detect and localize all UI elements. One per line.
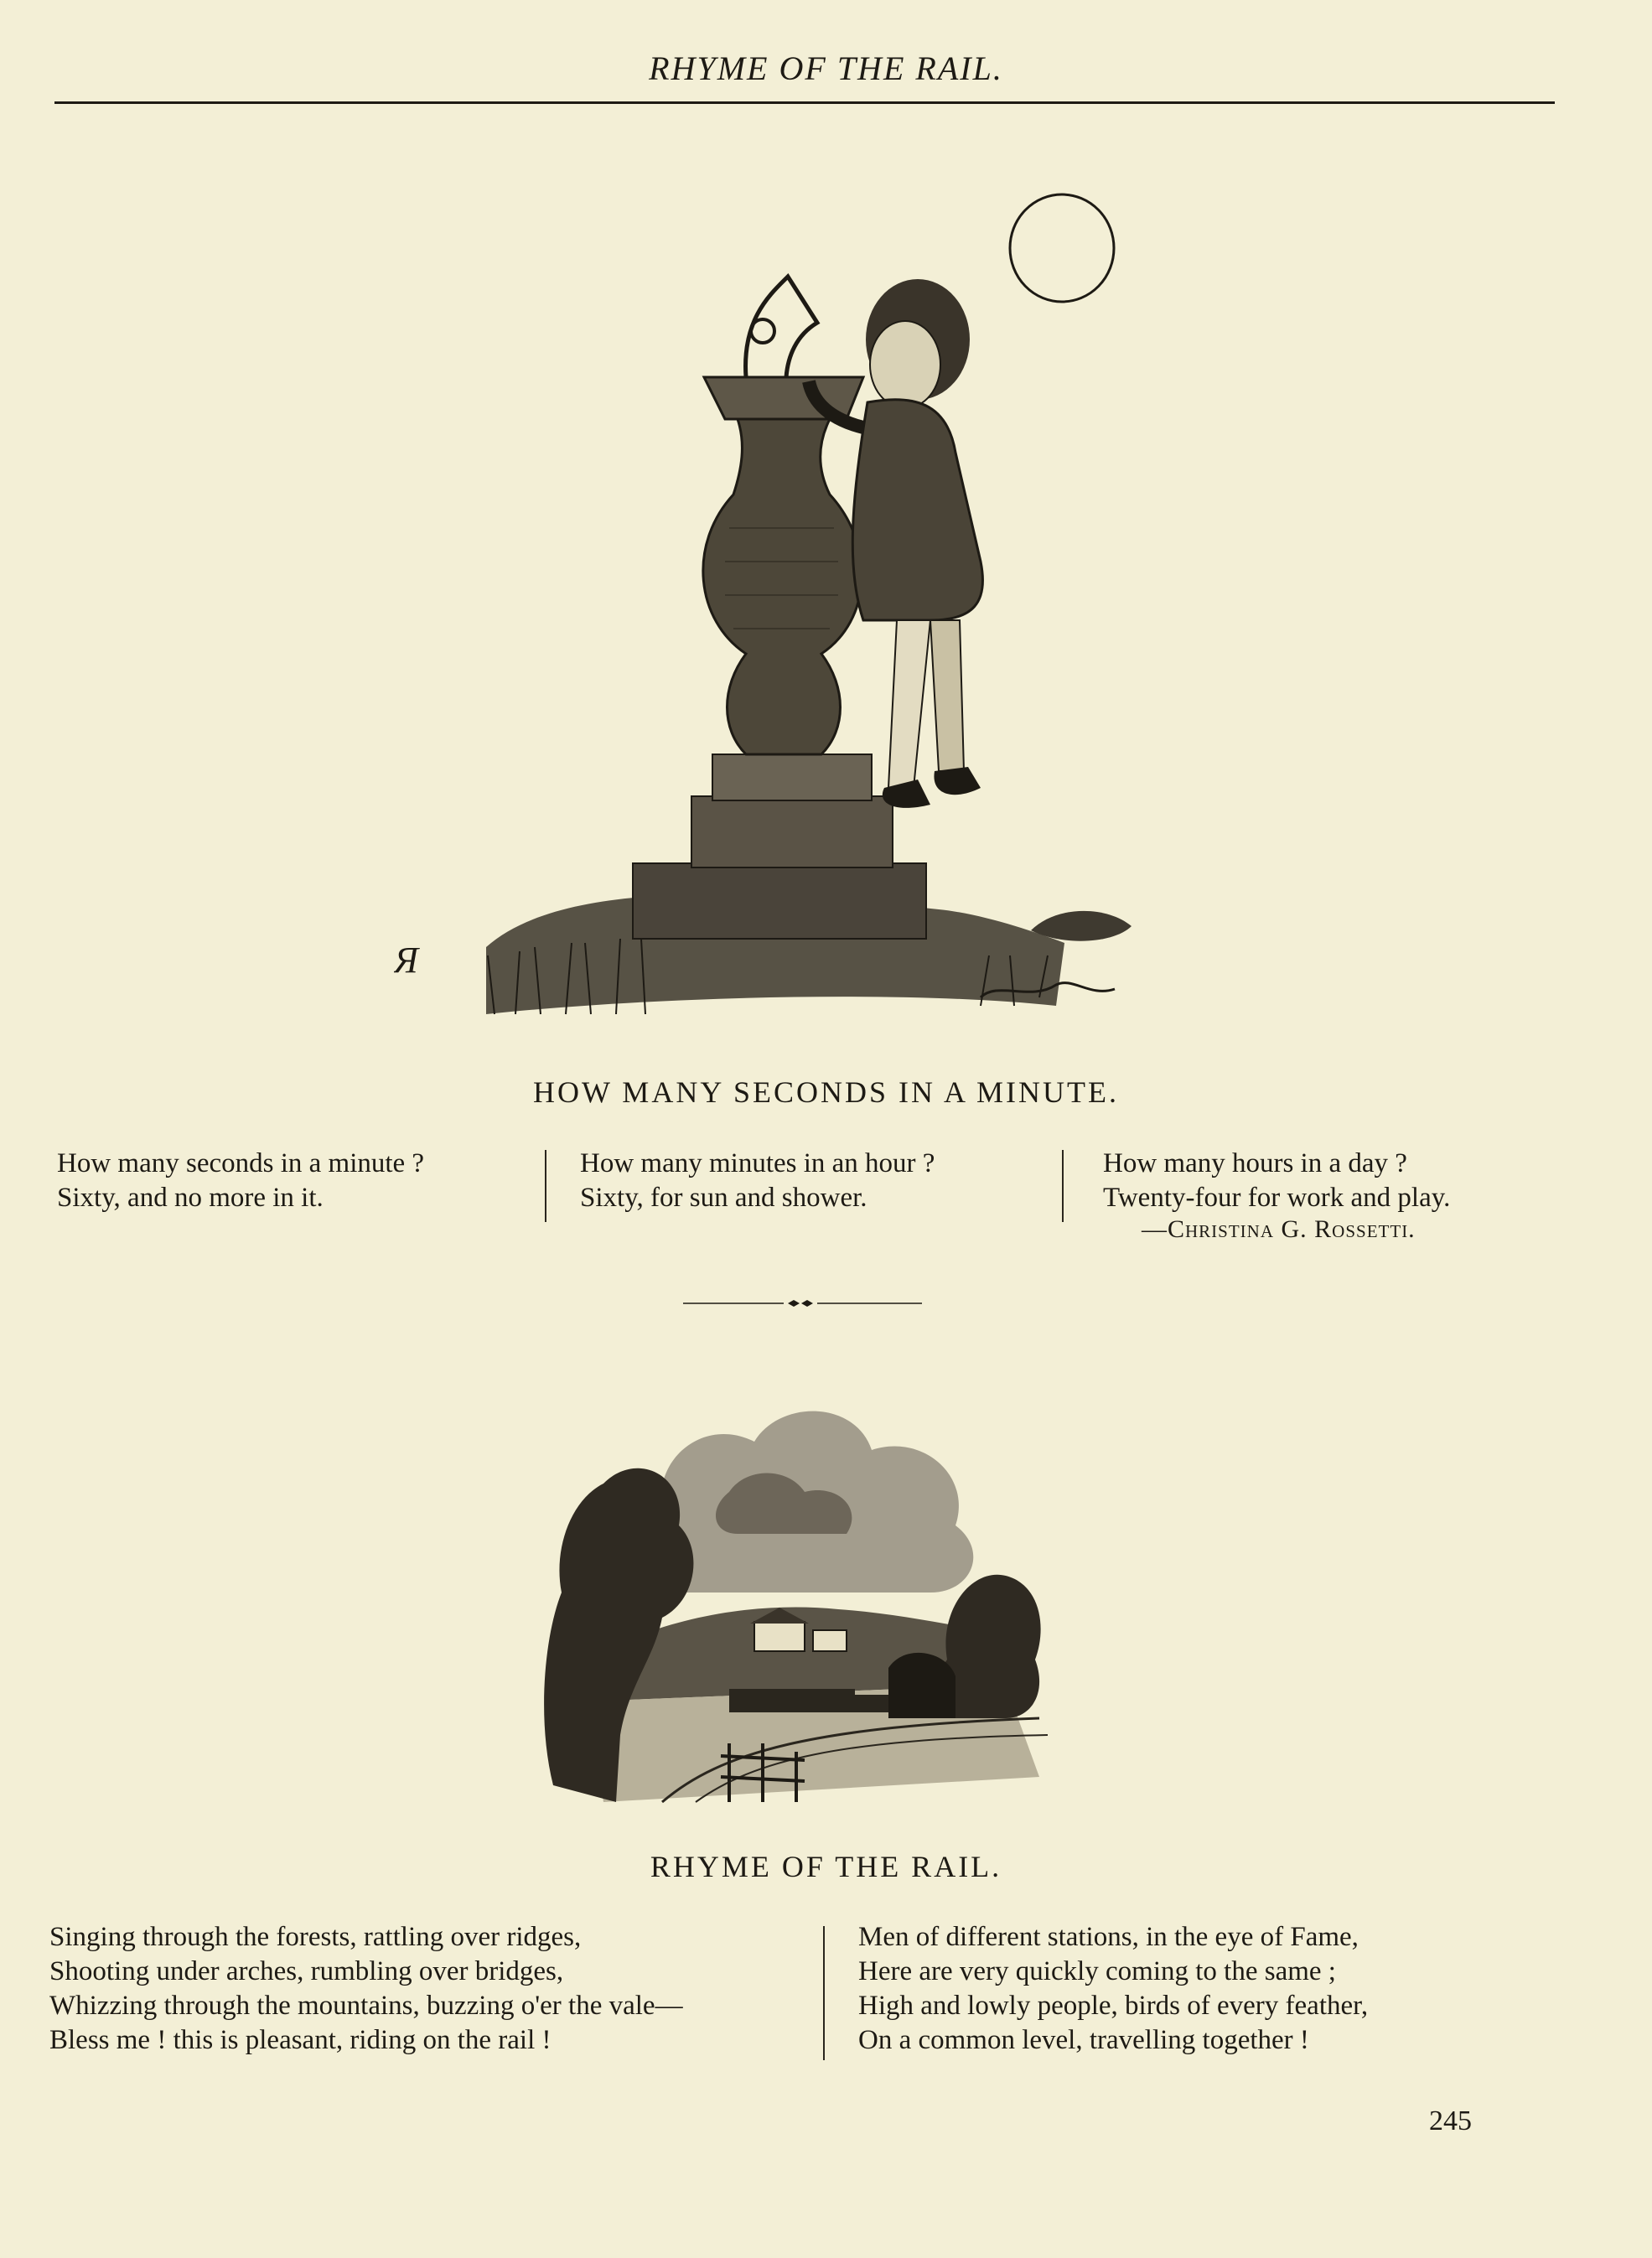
verse-line: On a common level, travelling together !	[858, 2025, 1309, 2055]
verse-line: How many seconds in a minute ?	[57, 1148, 425, 1178]
verse-line: Whizzing through the mountains, buzzing o'er the vale—	[49, 1991, 683, 2021]
verse-line: How many hours in a day ?	[1103, 1148, 1407, 1178]
verse-line: High and lowly people, birds of every feather,	[858, 1991, 1369, 2021]
column-rule	[823, 1926, 825, 2060]
verse-line: Sixty, for sun and shower.	[580, 1183, 867, 1213]
verse-line: Twenty-four for work and play.	[1103, 1183, 1451, 1213]
svg-text:Я: Я	[394, 940, 418, 981]
section-ornament-icon	[683, 1299, 922, 1308]
column-rule	[1062, 1150, 1064, 1222]
verse-line: How many minutes in an hour ?	[580, 1148, 935, 1178]
poem1-stanza-3	[1103, 1147, 1450, 1215]
verse-line: Men of different stations, in the eye of Fame,	[858, 1922, 1359, 1952]
railway-landscape-engraving-icon	[536, 1383, 1056, 1810]
boy-at-sundial-engraving-icon	[394, 151, 1215, 1039]
poem2-stanza-1	[49, 1920, 683, 2058]
verse-line: Bless me ! this is pleasant, riding on the rail !	[49, 2025, 552, 2055]
header-rule	[54, 101, 1555, 104]
poem1-author: —Christina G. Rossetti.	[1142, 1215, 1416, 1243]
poem1-stanza-1	[57, 1147, 424, 1215]
poem2-title: RHYME OF THE RAIL.	[650, 1850, 1002, 1883]
poem2-stanza-2	[858, 1920, 1368, 2058]
verse-line: Sixty, and no more in it.	[57, 1183, 324, 1213]
verse-line: Shooting under arches, rumbling over bridges,	[49, 1956, 564, 1986]
poem1-title: HOW MANY SECONDS IN A MINUTE.	[532, 1075, 1120, 1109]
running-title: RHYME OF THE RAIL.	[649, 49, 1003, 87]
verse-line: Here are very quickly coming to the same ;	[858, 1956, 1336, 1986]
poem1-stanza-2	[580, 1147, 935, 1215]
page-number: 245	[1429, 2105, 1472, 2136]
verse-line: Singing through the forests, rattling over ridges,	[49, 1922, 582, 1952]
column-rule	[545, 1150, 546, 1222]
